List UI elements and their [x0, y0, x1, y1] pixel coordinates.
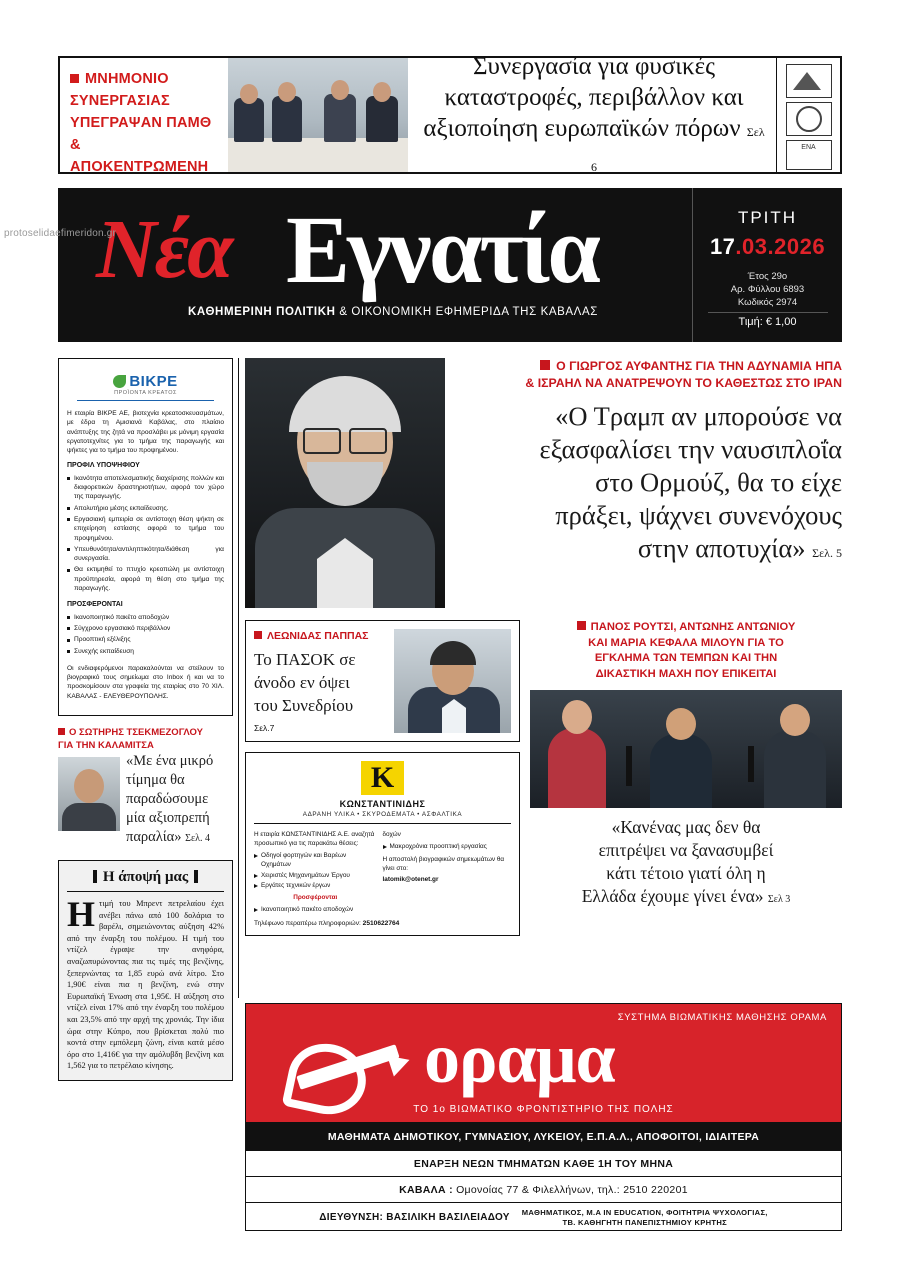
- left-column: [58, 358, 233, 1081]
- orama-brand: οραμα: [424, 1018, 615, 1098]
- banner-label-1: ΜΝΗΜΟΝΙΟ: [85, 71, 169, 87]
- masthead-day: ΤΡΙΤΗ: [737, 208, 798, 227]
- lead-headline-4: πράξει, ψάχνει συνενόχους: [555, 500, 842, 530]
- banner-photo: [228, 58, 408, 172]
- circle-logo-icon: [786, 102, 832, 136]
- konstantinidis-logo-icon: Κ: [361, 761, 404, 795]
- banner-headline-3: αξιοποίηση ευρωπαϊκών πόρων: [423, 115, 741, 142]
- teaser-kicker-1: Ο ΣΩΤΗΡΗΣ ΤΣΕΚΜΕΖΟΓΛΟΥ: [69, 727, 203, 739]
- column-divider: [238, 358, 239, 998]
- vikre-footer: Οι ενδιαφερόμενοι παρακαλούνται να στείλουν το βιογραφικό τους σημείωμα στο Inbox ή και να το προσκομίσουν στα γραφεία της εταιρίας στο 70 ΧΙΛ. ΚΑΒΑΛΑΣ - ΕΛΕΥΘΕΡΟΥΠΟΛΗΣ.: [67, 664, 224, 700]
- lead-story[interactable]: [245, 358, 842, 608]
- red-square-bullet-icon: [577, 621, 586, 630]
- konst-offer-item: Μακροχρόνια προοπτική εργασίας: [383, 842, 512, 851]
- pasok-kicker: ΛΕΩΝΙΔΑΣ ΠΑΠΠΑΣ: [267, 630, 369, 642]
- microphone-icon: [626, 746, 632, 786]
- microphone-icon: [748, 746, 754, 782]
- opinion-dropcap: Η: [67, 894, 96, 935]
- konst-offer-label: Προσφέρονται: [293, 894, 338, 901]
- masthead-title: [76, 194, 636, 303]
- leaf-icon: [113, 375, 126, 388]
- teaser-quote-2: τίμημα θα: [126, 772, 185, 789]
- teaser-quote-3: παραδώσουμε: [126, 791, 209, 808]
- ena-badge-icon: ΕΝΑ: [786, 140, 832, 170]
- tempi-kicker-4: ΔΙΚΑΣΤΙΚΗ ΜΑΧΗ ΠΟΥ ΕΠΙΚΕΙΤΑΙ: [595, 667, 777, 680]
- konstantinidis-advertisement: [245, 752, 520, 936]
- konst-col2-continuation: δοχών: [382, 831, 401, 838]
- orama-director: ΔΙΕΥΘΥΝΣΗ: ΒΑΣΙΛΙΚΗ ΒΑΣΙΛΕΙΑΔΟΥ: [319, 1212, 510, 1223]
- banner-headline-2: καταστροφές, περιβάλλον και: [444, 84, 744, 111]
- lead-kicker-1: Ο ΓΙΩΡΓΟΣ ΑΥΦΑΝΤΗΣ ΓΙΑ ΤΗΝ ΑΔΥΝΑΜΙΑ ΗΠΑ: [556, 359, 842, 373]
- vikre-offer-item: Ικανοποιητικό πακέτο αποδοχών: [67, 613, 224, 622]
- vikre-tagline: ΠΡΟΪΟΝΤΑ ΚΡΕΑΤΟΣ: [114, 390, 177, 396]
- orama-credentials-2: ΤΒ. ΚΑΘΗΓΗΤΗ ΠΑΝΕΠΙΣΤΗΜΙΟΥ ΚΡΗΤΗΣ: [562, 1217, 727, 1227]
- banner-logos: [776, 58, 840, 172]
- banner-headline-1: Συνεργασία για φυσικές: [472, 53, 716, 80]
- banner-label-3: ΥΠΕΓΡΑΨΑΝ ΠΑΜΘ: [70, 115, 212, 131]
- lead-kicker-2: & ΙΣΡΑΗΛ ΝΑ ΑΝΑΤΡΕΨΟΥΝ ΤΟ ΚΑΘΕΣΤΩΣ ΣΤΟ ΙΡΑΝ: [525, 376, 842, 390]
- masthead-date-rest: .03.2026: [735, 234, 826, 259]
- lead-story-photo: [245, 358, 445, 608]
- tempi-story[interactable]: [530, 620, 842, 936]
- tempi-kicker-2: ΚΑΙ ΜΑΡΙΑ ΚΕΦΑΛΑ ΜΙΛΟΥΝ ΓΙΑ ΤΟ: [588, 636, 784, 649]
- pencil-icon: [286, 1034, 416, 1104]
- vikre-intro: Η εταιρία ΒΙΚΡΕ ΑΕ, βιοτεχνία κρεατοσκευασμάτων, με έδρα τη Αμισιανά Καβάλας, στο πλαίσιο ανάπτυξης της ζητά να προσλάβει με μόνιμη εργασία εργατοτεχνίτες για το τμήμα της παραγωγής και ψήκτες για το τμήμα του προψημένου.: [67, 410, 224, 455]
- masthead-price: Τιμή: € 1,00: [708, 312, 828, 328]
- pasok-page-ref: Σελ.7: [254, 723, 275, 733]
- vikre-profile-item: Απολυτήριο μέσης εκπαίδευσης.: [67, 504, 224, 513]
- tempi-photo: [530, 690, 842, 808]
- orama-bar-courses: ΜΑΘΗΜΑΤΑ ΔΗΜΟΤΙΚΟΥ, ΓΥΜΝΑΣΙΟΥ, ΛΥΚΕΙΟΥ, Ε.Π.Α.Λ., ΑΠΟΦΟΙΤΟΙ, ΙΔΙΑΙΤΕΡΑ: [246, 1122, 841, 1151]
- vikre-profile-title: ΠΡΟΦΙΛ ΥΠΟΨΗΦΙΟΥ: [67, 462, 140, 470]
- vikre-profile-item: Υπευθυνότητα/αντιληπτικότητα/διάθεση για συνεργασία.: [67, 545, 224, 564]
- banner-page-ref: Σελ 6: [591, 125, 765, 174]
- top-banner: [58, 53, 842, 175]
- vikre-profile-item: Εργασιακή εμπειρία σε αντίστοιχη θέση ψήκτη σε επιχείρηση εστίασης αφορά το τμήμα του προψημένου.: [67, 515, 224, 543]
- masthead-dateblock: [692, 188, 842, 342]
- masthead-year: Έτος 29ο: [747, 271, 788, 282]
- konstantinidis-name: ΚΩΝΣΤΑΝΤΙΝΙΔΗΣ: [339, 799, 426, 809]
- orama-bar-start: ΕΝΑΡΞΗ ΝΕΩΝ ΤΜΗΜΑΤΩΝ ΚΑΘΕ 1Η ΤΟΥ ΜΗΝΑ: [246, 1150, 841, 1177]
- vikre-offer-title: ΠΡΟΣΦΕΡΟΝΤΑΙ: [67, 601, 123, 609]
- vikre-offer-item: Σύγχρονο εργασιακό περιβάλλον: [67, 624, 224, 633]
- pasok-photo: [394, 629, 511, 733]
- top-banner-headline: [408, 53, 776, 174]
- banner-label-2: ΣΥΝΕΡΓΑΣΙΑΣ: [70, 93, 170, 109]
- main-content-area: [245, 358, 842, 936]
- konst-cv-text: Η αποστολή βιογραφικών σημειωμάτων θα γίνει στο:: [382, 856, 505, 872]
- divider-bar-icon: [93, 870, 97, 883]
- masthead-issue: Αρ. Φύλλου 6893: [730, 284, 805, 295]
- vikre-offer-item: Συνεχής εκπαίδευση: [67, 647, 224, 656]
- teaser-quote-4: μία αξιοπρεπή: [126, 810, 210, 827]
- konst-position: Χειριστές Μηχανημάτων Έργου: [254, 871, 377, 880]
- pasok-story[interactable]: [245, 620, 520, 742]
- pasok-headline-3: του Συνεδρίου: [254, 696, 354, 715]
- masthead-code: Κωδικός 2974: [737, 297, 798, 308]
- tempi-quote-1: «Κανένας μας δεν θα: [611, 817, 761, 837]
- masthead-subtitle-rest: & ΟΙΚΟΝΟΜΙΚΗ ΕΦΗΜΕΡΙΔΑ ΤΗΣ ΚΑΒΑΛΑΣ: [339, 306, 598, 318]
- konst-phone: 2510622764: [362, 919, 400, 927]
- lead-headline-5: στην αποτυχία»: [637, 533, 806, 563]
- orama-address: Ομονοίας 77 & Φιλελλήνων, τηλ.: 2510 220201: [456, 1184, 688, 1196]
- teaser-photo: [58, 757, 120, 831]
- orama-city-label: ΚΑΒΑΛΑ :: [399, 1184, 453, 1196]
- masthead-date-day: 17: [709, 234, 736, 259]
- opinion-body: τιμή του Μπρεντ πετρελαίου έχει ανέβει πάνω από 100 δολάρια το βαρέλι, σημειώνοντας αύξηση 42% από την έναρξη του πολέμου. Η τιμή του ντίζελ έγραψε την ανηφόρα, αναζωπυρώνοντας πια τις τιμές της βενζίνης, ξεπερνώντας τα 1,85 ευρώ ανά λίτρο. Στο 1,90€ είναι πια η βενζίνη, ενώ στην Ευρωπαϊκή Ένωση στα 1,95€. Η αύξηση στο ντίζελ είναι 17% από την έναρξη του πολέμου και 23,5% από την αρχή της χρονιάς. Την ίδια ώρα στην Κύπρο, που βρίσκεται πολύ πιο κοντά στην εμπόλεμη ζώνη, είναι κατά μέσο όρο στο 1,416€ για την αμόλυβδη βενζίνη και 1,562 για το πετρέλαιο κίνησης.: [67, 899, 224, 1071]
- secondary-stories-row: [245, 620, 842, 936]
- teaser-tsekmezoglou[interactable]: [58, 726, 233, 848]
- banner-label-4: & ΑΠΟΚΕΝΤΡΩΜΕΝΗ: [70, 137, 209, 175]
- konstantinidis-subname: ΑΔΡΑΝΗ ΥΛΙΚΑ • ΣΚΥΡΟΔΕΜΑΤΑ • ΑΣΦΑΛΤΙΚΑ: [302, 811, 463, 818]
- masthead-subtitle: [188, 306, 708, 318]
- orama-subline: ΤΟ 1ο ΒΙΩΜΑΤΙΚΟ ΦΡΟΝΤΙΣΤΗΡΙΟ ΤΗΣ ΠΟΛΗΣ: [413, 1104, 674, 1115]
- masthead: [58, 188, 842, 342]
- masthead-title-red: Νέα: [96, 203, 232, 296]
- left-secondary-column: [245, 620, 520, 936]
- tempi-quote-3: κάτι τέτοιο γιατί όλη η: [606, 863, 766, 883]
- vikre-advertisement: [58, 358, 233, 716]
- lead-page-ref: Σελ. 5: [812, 546, 842, 560]
- orama-credentials-1: ΜΑΘΗΜΑΤΙΚΟΣ, M.A IN EDUCATION, ΦΟΙΤΗΤΡΙΑ ΨΥΧΟΛΟΓΙΑΣ,: [521, 1207, 768, 1217]
- opinion-box: [58, 860, 233, 1081]
- tempi-kicker-3: ΕΓΚΛΗΜΑ ΤΩΝ ΤΕΜΠΩΝ ΚΑΙ ΤΗΝ: [594, 652, 778, 664]
- red-square-bullet-icon: [70, 74, 79, 83]
- vikre-profile-item: Θα εκτιμηθεί το πτυχίο κρεοπώλη με αντίστοιχη προϋπηρεσία, αφορά τη θέση στο τμήμα της παραγωγής.: [67, 565, 224, 593]
- konst-phone-label: Τηλέφωνο περαιτέρω πληροφοριών:: [254, 919, 361, 927]
- vikre-name: ΒΙΚΡΕ: [129, 373, 178, 390]
- konst-intro: Η εταιρία ΚΩΝΣΤΑΝΤΙΝΙΔΗΣ Α.Ε. αναζητά προσωπικό για τις παρακάτω θέσεις:: [254, 831, 375, 847]
- teaser-quote-1: «Με ένα μικρό: [126, 753, 214, 770]
- konst-offer-item: Ικανοποιητικό πακέτο αποδοχών: [254, 905, 377, 914]
- orama-system-line: ΣΥΣΤΗΜΑ ΒΙΩΜΑΤΙΚΗΣ ΜΑΘΗΣΗΣ ΟΡΑΜΑ: [617, 1012, 827, 1023]
- opinion-title: Η άποψή μας: [102, 869, 189, 886]
- masthead-subtitle-bold: ΚΑΘΗΜΕΡΙΝΗ ΠΟΛΙΤΙΚΗ: [188, 306, 336, 318]
- teaser-quote-5: παραλία»: [126, 829, 182, 846]
- watermark: protoselidaefimeridon.gr: [4, 228, 117, 239]
- red-square-bullet-icon: [254, 631, 262, 639]
- tempi-kicker-1: ΠΑΝΟΣ ΡΟΥΤΣΙ, ΑΝΤΩΝΗΣ ΑΝΤΩΝΙΟΥ: [590, 621, 796, 633]
- teaser-kicker-2: ΓΙΑ ΤΗΝ ΚΑΛΑΜΙΤΣΑ: [58, 740, 154, 752]
- lead-headline-1: «Ο Τραμπ αν μπορούσε να: [555, 401, 842, 431]
- konst-position: Οδηγοί φορτηγών και Βαρέων Οχημάτων: [254, 851, 377, 869]
- tempi-page-ref: Σελ 3: [767, 894, 791, 905]
- lead-headline-2: εξασφαλίσει την ναυσιπλοΐα: [539, 434, 842, 464]
- top-banner-left-labels: [60, 58, 228, 175]
- lead-headline-3: στο Ορμούζ, θα το είχε: [595, 467, 842, 497]
- divider-bar-icon: [194, 870, 198, 883]
- orama-advertisement: [245, 1003, 842, 1231]
- konst-position: Εργάτες τεχνικών έργων: [254, 881, 377, 890]
- teaser-page-ref: Σελ. 4: [185, 833, 211, 845]
- red-square-bullet-icon: [58, 728, 65, 735]
- masthead-title-white: Εγνατία: [286, 196, 598, 303]
- pasok-headline-2: άνοδο εν όψει: [254, 673, 350, 692]
- tempi-quote-2: επιτρέψει να ξανασυμβεί: [598, 840, 774, 860]
- mountain-logo-icon: [786, 64, 832, 98]
- konst-email[interactable]: latomik@otenet.gr: [382, 876, 439, 883]
- red-square-bullet-icon: [540, 360, 550, 370]
- pasok-headline-1: Το ΠΑΣΟΚ σε: [254, 650, 356, 669]
- tempi-quote-4: Ελλάδα έχουμε γίνει ένα»: [581, 886, 764, 906]
- vikre-profile-item: Ικανότητα αποτελεσματικής διαχείρισης πολλών και διαφορετικών δραστηριοτήτων, αφορά τον χώρο της παραγωγής.: [67, 474, 224, 502]
- vikre-offer-item: Προοπτική εξέλιξης: [67, 635, 224, 644]
- glasses-icon: [303, 428, 387, 450]
